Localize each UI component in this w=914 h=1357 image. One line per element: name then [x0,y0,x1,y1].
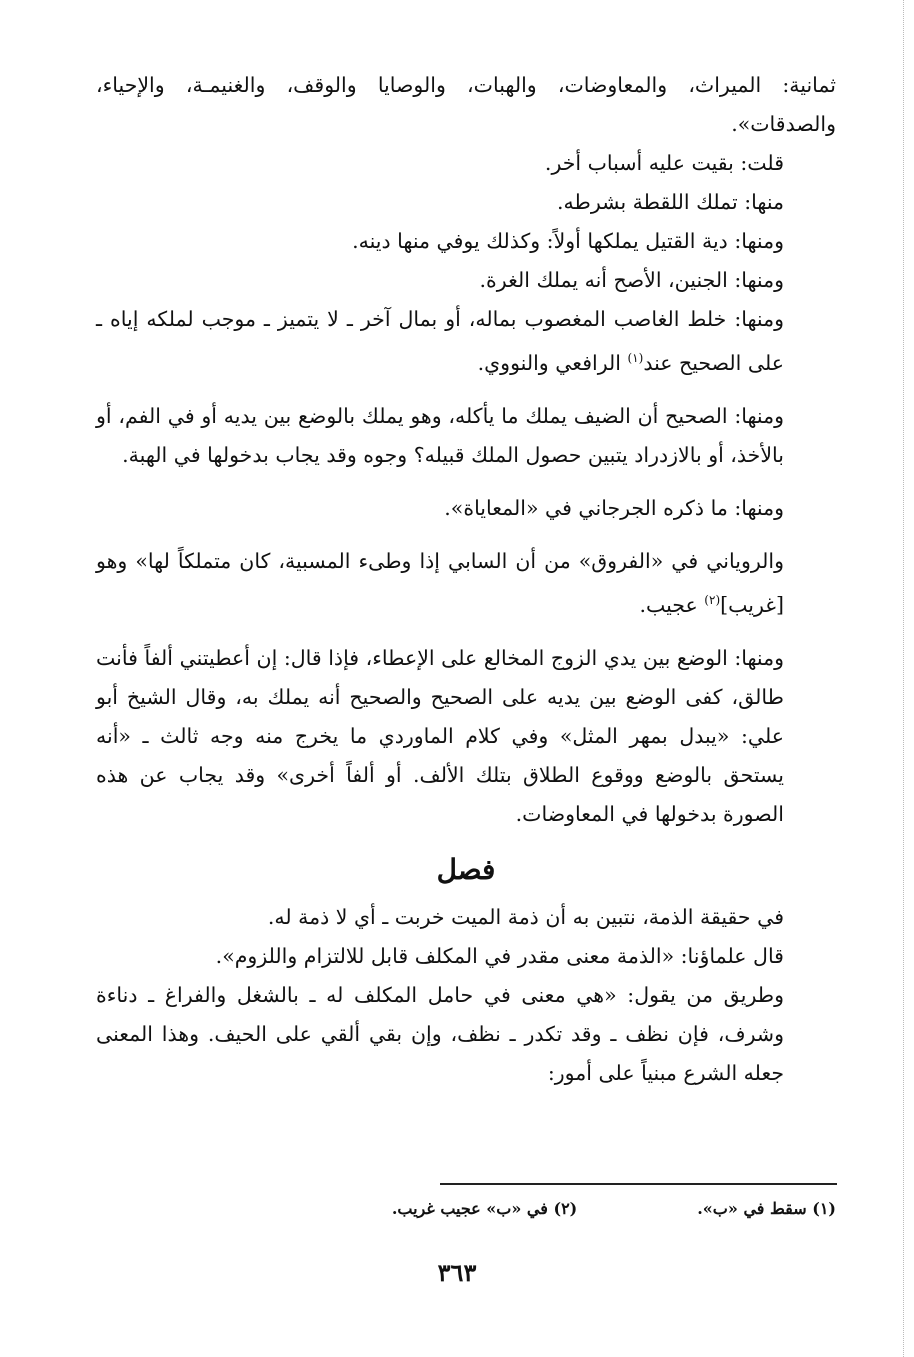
paragraph-causes: ثمانية: الميراث، والمعاوضات، والهبات، والوصايا والوقف، والغنيمـة، والإحياء، والصدقات». [96,73,836,136]
footnote-mark-2: (٢) [704,592,721,607]
ruyani-text: والروياني في «الفروق» من أن السابي إذا وطىء المسبية، كان متملكاً لها» وهو [غريب] [96,548,784,617]
document-body [96,66,836,1093]
paragraph-fetus: ومنها: الجنين، الأصح أنه يملك الغرة. [479,268,784,292]
paragraph-jurjani: ومنها: ما ذكره الجرجاني في «المعاياة». [444,495,784,520]
page-number: ٣٦٣ [437,1258,477,1287]
paragraph-method: وطريق من يقول: «هي معنى في حامل المكلف له ـ بالشغل والفراغ ـ دناءة وشرف، فإن نظف ـ وقد تكدر ـ نظف، وإن بقي ألقي على الحيف. وهذا المعنى جعله الشرع مبنياً على أمور: [96,982,784,1085]
paragraph-blood-money: ومنها: دية القتيل يملكها أولاً: وكذلك يوفي منها دينه. [352,229,784,253]
paragraph-khul: ومنها: الوضع بين يدي الزوج المخالع على الإعطاء، فإذا قال: إن أعطيتني ألفاً فأنت طالق، كفى الوضع بين يديه على الصحيح والصحيح أنه يملك به، وقال الشيخ أبو علي: «يبدل بمهر المثل» وفي كلام الماوردي ما يخرج منه وجه ثالث ـ «أنه يستحق بالوضع ووقوع الطلاق بتلك الألف. أو ألفاً أخرى» وقد يجاب عن هذه الصورة بدخولها في المعاوضات. [96,645,784,826]
paragraph-dhimma-intro: في حقيقة الذمة، نتبين به أن ذمة الميت خربت ـ أي لا ذمة له. [267,904,784,929]
page-edge-line [903,0,904,1357]
paragraph-scholars: قال علماؤنا: «الذمة معنى مقدر في المكلف قابل للالتزام واللزوم». [215,943,784,968]
usurper-text-end: الرافعي والنووي. [477,350,621,375]
footnote-2: (٢) في «ب» عجيب غريب. [391,1199,578,1218]
paragraph-ruyani [96,542,836,625]
footnote-mark-1: (١) [627,351,644,365]
paragraph-remaining-causes: قلت: بقيت عليه أسباب أخر. [544,151,784,175]
usurper-text: ومنها: خلط الغاصب المغصوب بماله، أو بمال آخر ـ لا يتميز ـ موجب لملكه إياه ـ على الصحيح عند [96,307,784,375]
paragraph-usurper [96,300,836,383]
paragraph-guest: ومنها: الصحيح أن الضيف يملك ما يأكله، وهو يملك بالوضع بين يديه أو في الفم، أو بالأخذ، أو بالازدراد يتبين حصول الملك قبيله؟ وجوه وقد يجاب بدخولها في الهبة. [96,403,784,467]
footnote-divider [440,1183,837,1185]
section-heading: فصل [436,852,496,886]
footnote-1: (١) سقط في «ب». [697,1199,836,1218]
ruyani-text-end: عجيب. [639,592,698,617]
footnotes [96,1196,836,1222]
paragraph-lost-property: منها: تملك اللقطة بشرطه. [557,190,784,214]
